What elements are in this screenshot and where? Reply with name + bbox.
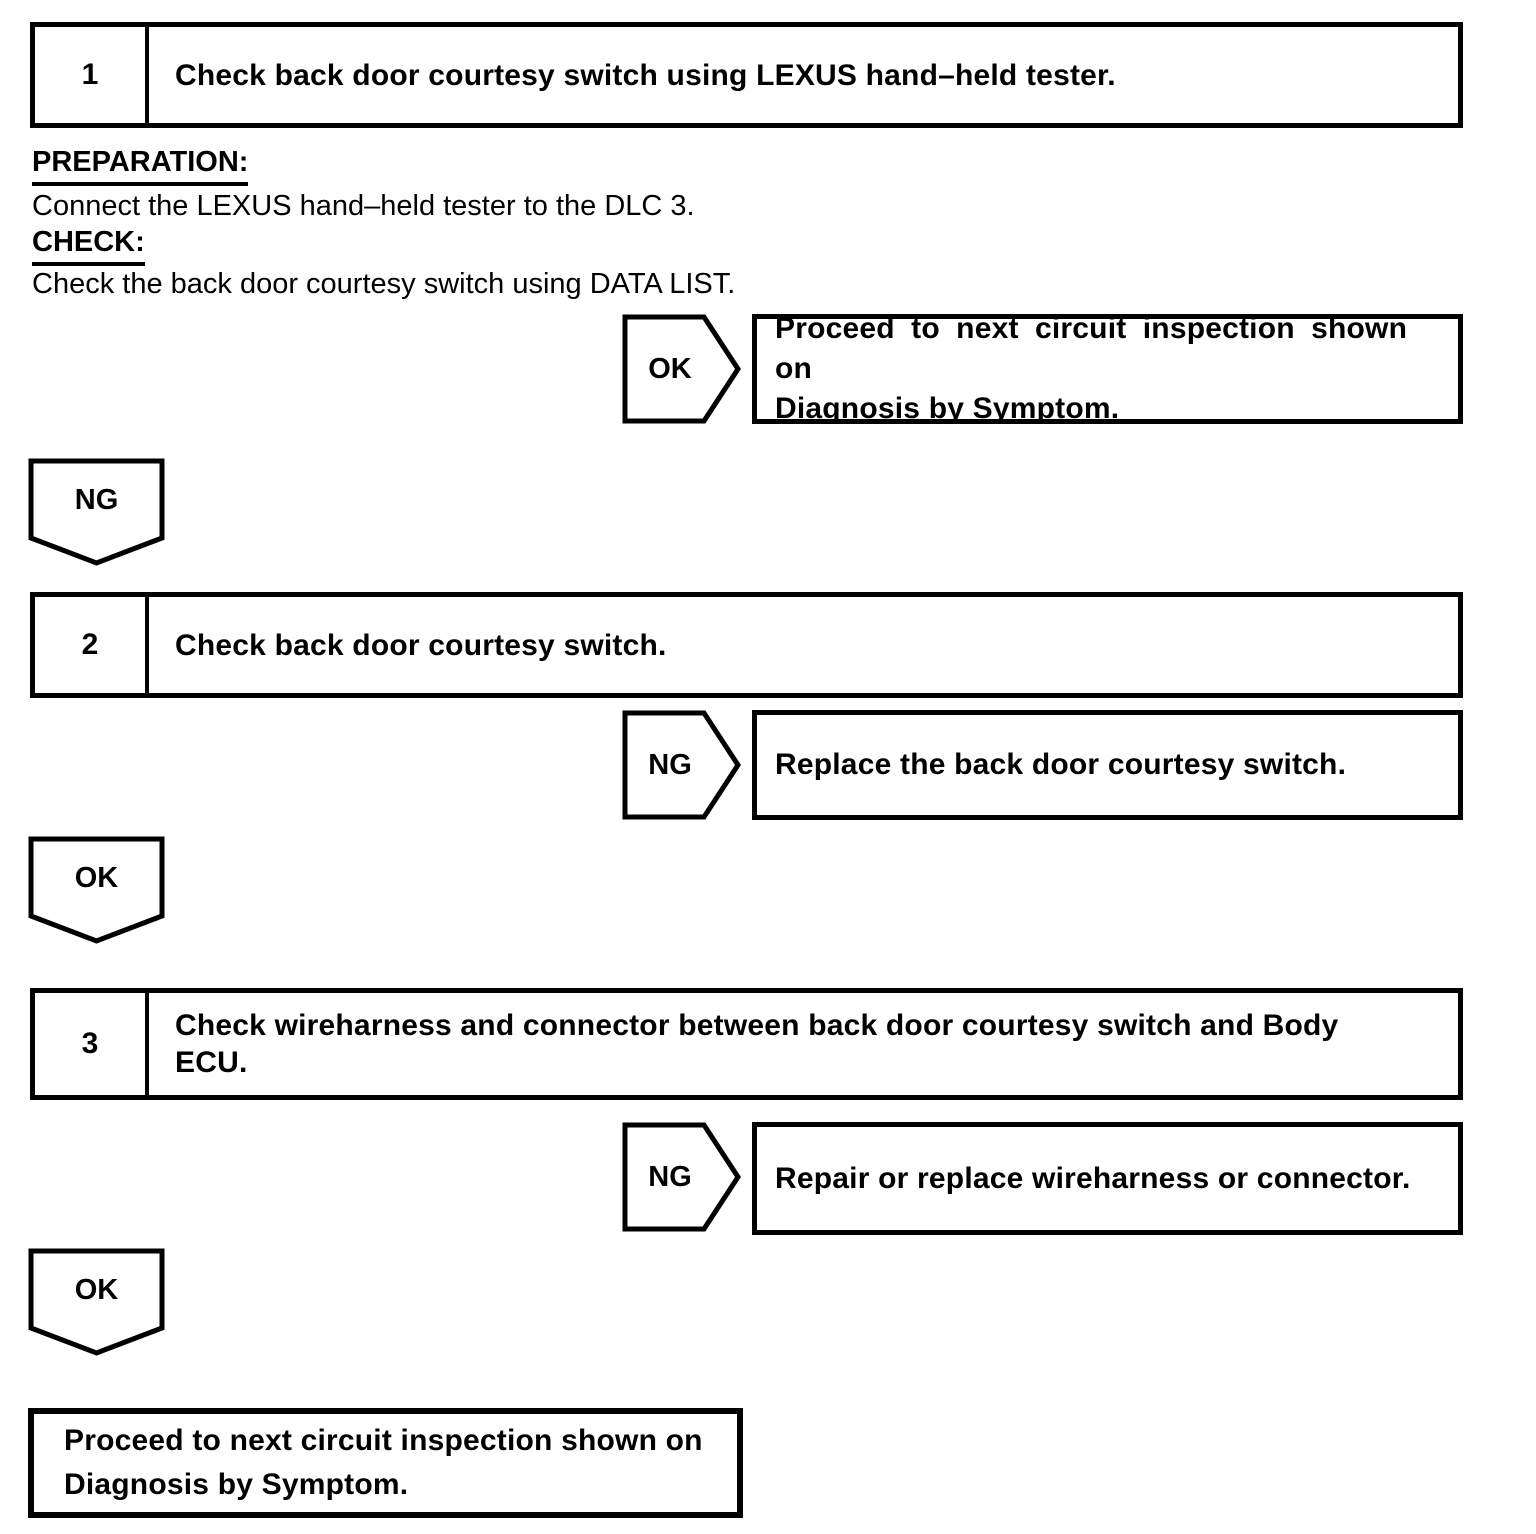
- ng-branch-label: NG: [648, 748, 692, 781]
- step-3-number: 3: [35, 993, 149, 1095]
- ok-action-line-2: Diagnosis by Symptom.: [775, 392, 1120, 425]
- step-2-ng-arrow: [622, 710, 744, 820]
- ng-action-text: Repair or replace wireharness or connector.: [775, 1161, 1411, 1195]
- check-section-label: [32, 226, 145, 266]
- step-3-box: [30, 988, 1463, 1100]
- preparation-text: Connect the LEXUS hand–held tester to the DLC 3.: [32, 190, 695, 222]
- step-3-ng-arrow: [622, 1122, 744, 1232]
- step-3-title-line-2: ECU.: [175, 1046, 248, 1079]
- step-2-title: Check back door courtesy switch.: [175, 628, 667, 662]
- ng-action-text: Replace the back door courtesy switch.: [775, 748, 1347, 781]
- step-1-number: 1: [35, 27, 149, 123]
- step-1-ok-action-box: [752, 314, 1463, 424]
- check-text: Check the back door courtesy switch using DATA LIST.: [32, 268, 736, 300]
- ok-branch-label: OK: [648, 352, 692, 385]
- step-3-title-line-1: Check wireharness and connector between back door courtesy switch and Body: [175, 1009, 1339, 1042]
- preparation-label: PREPARATION:: [32, 146, 248, 186]
- final-result-box: [28, 1408, 743, 1518]
- result-line-1: Proceed to next circuit inspection shown on: [64, 1424, 703, 1457]
- check-label: CHECK:: [32, 226, 145, 266]
- ok-action-line-1: Proceed to next circuit inspection shown on: [775, 312, 1408, 385]
- step-2-ng-action-box: [752, 710, 1463, 820]
- step-1-title: Check back door courtesy switch using LEXUS hand–held tester.: [175, 58, 1116, 92]
- step-3-ng-action-box: [752, 1122, 1463, 1235]
- step-1-ok-arrow: [622, 314, 744, 424]
- step-2-box: [30, 592, 1463, 698]
- ng-connector-label: NG: [74, 483, 119, 516]
- step-2-ok-connector: [28, 836, 165, 945]
- step-1-box: [30, 22, 1463, 128]
- ng-branch-label: NG: [648, 1160, 692, 1193]
- step-3-ok-connector: [28, 1248, 165, 1357]
- ok-connector-label: OK: [74, 1273, 119, 1306]
- preparation-section-label: [32, 146, 248, 186]
- result-line-2: Diagnosis by Symptom.: [64, 1468, 409, 1501]
- step-1-ng-connector: [28, 458, 165, 567]
- ok-connector-label: OK: [74, 861, 119, 894]
- step-2-number: 2: [35, 597, 149, 693]
- step-3-title: [149, 993, 1458, 1095]
